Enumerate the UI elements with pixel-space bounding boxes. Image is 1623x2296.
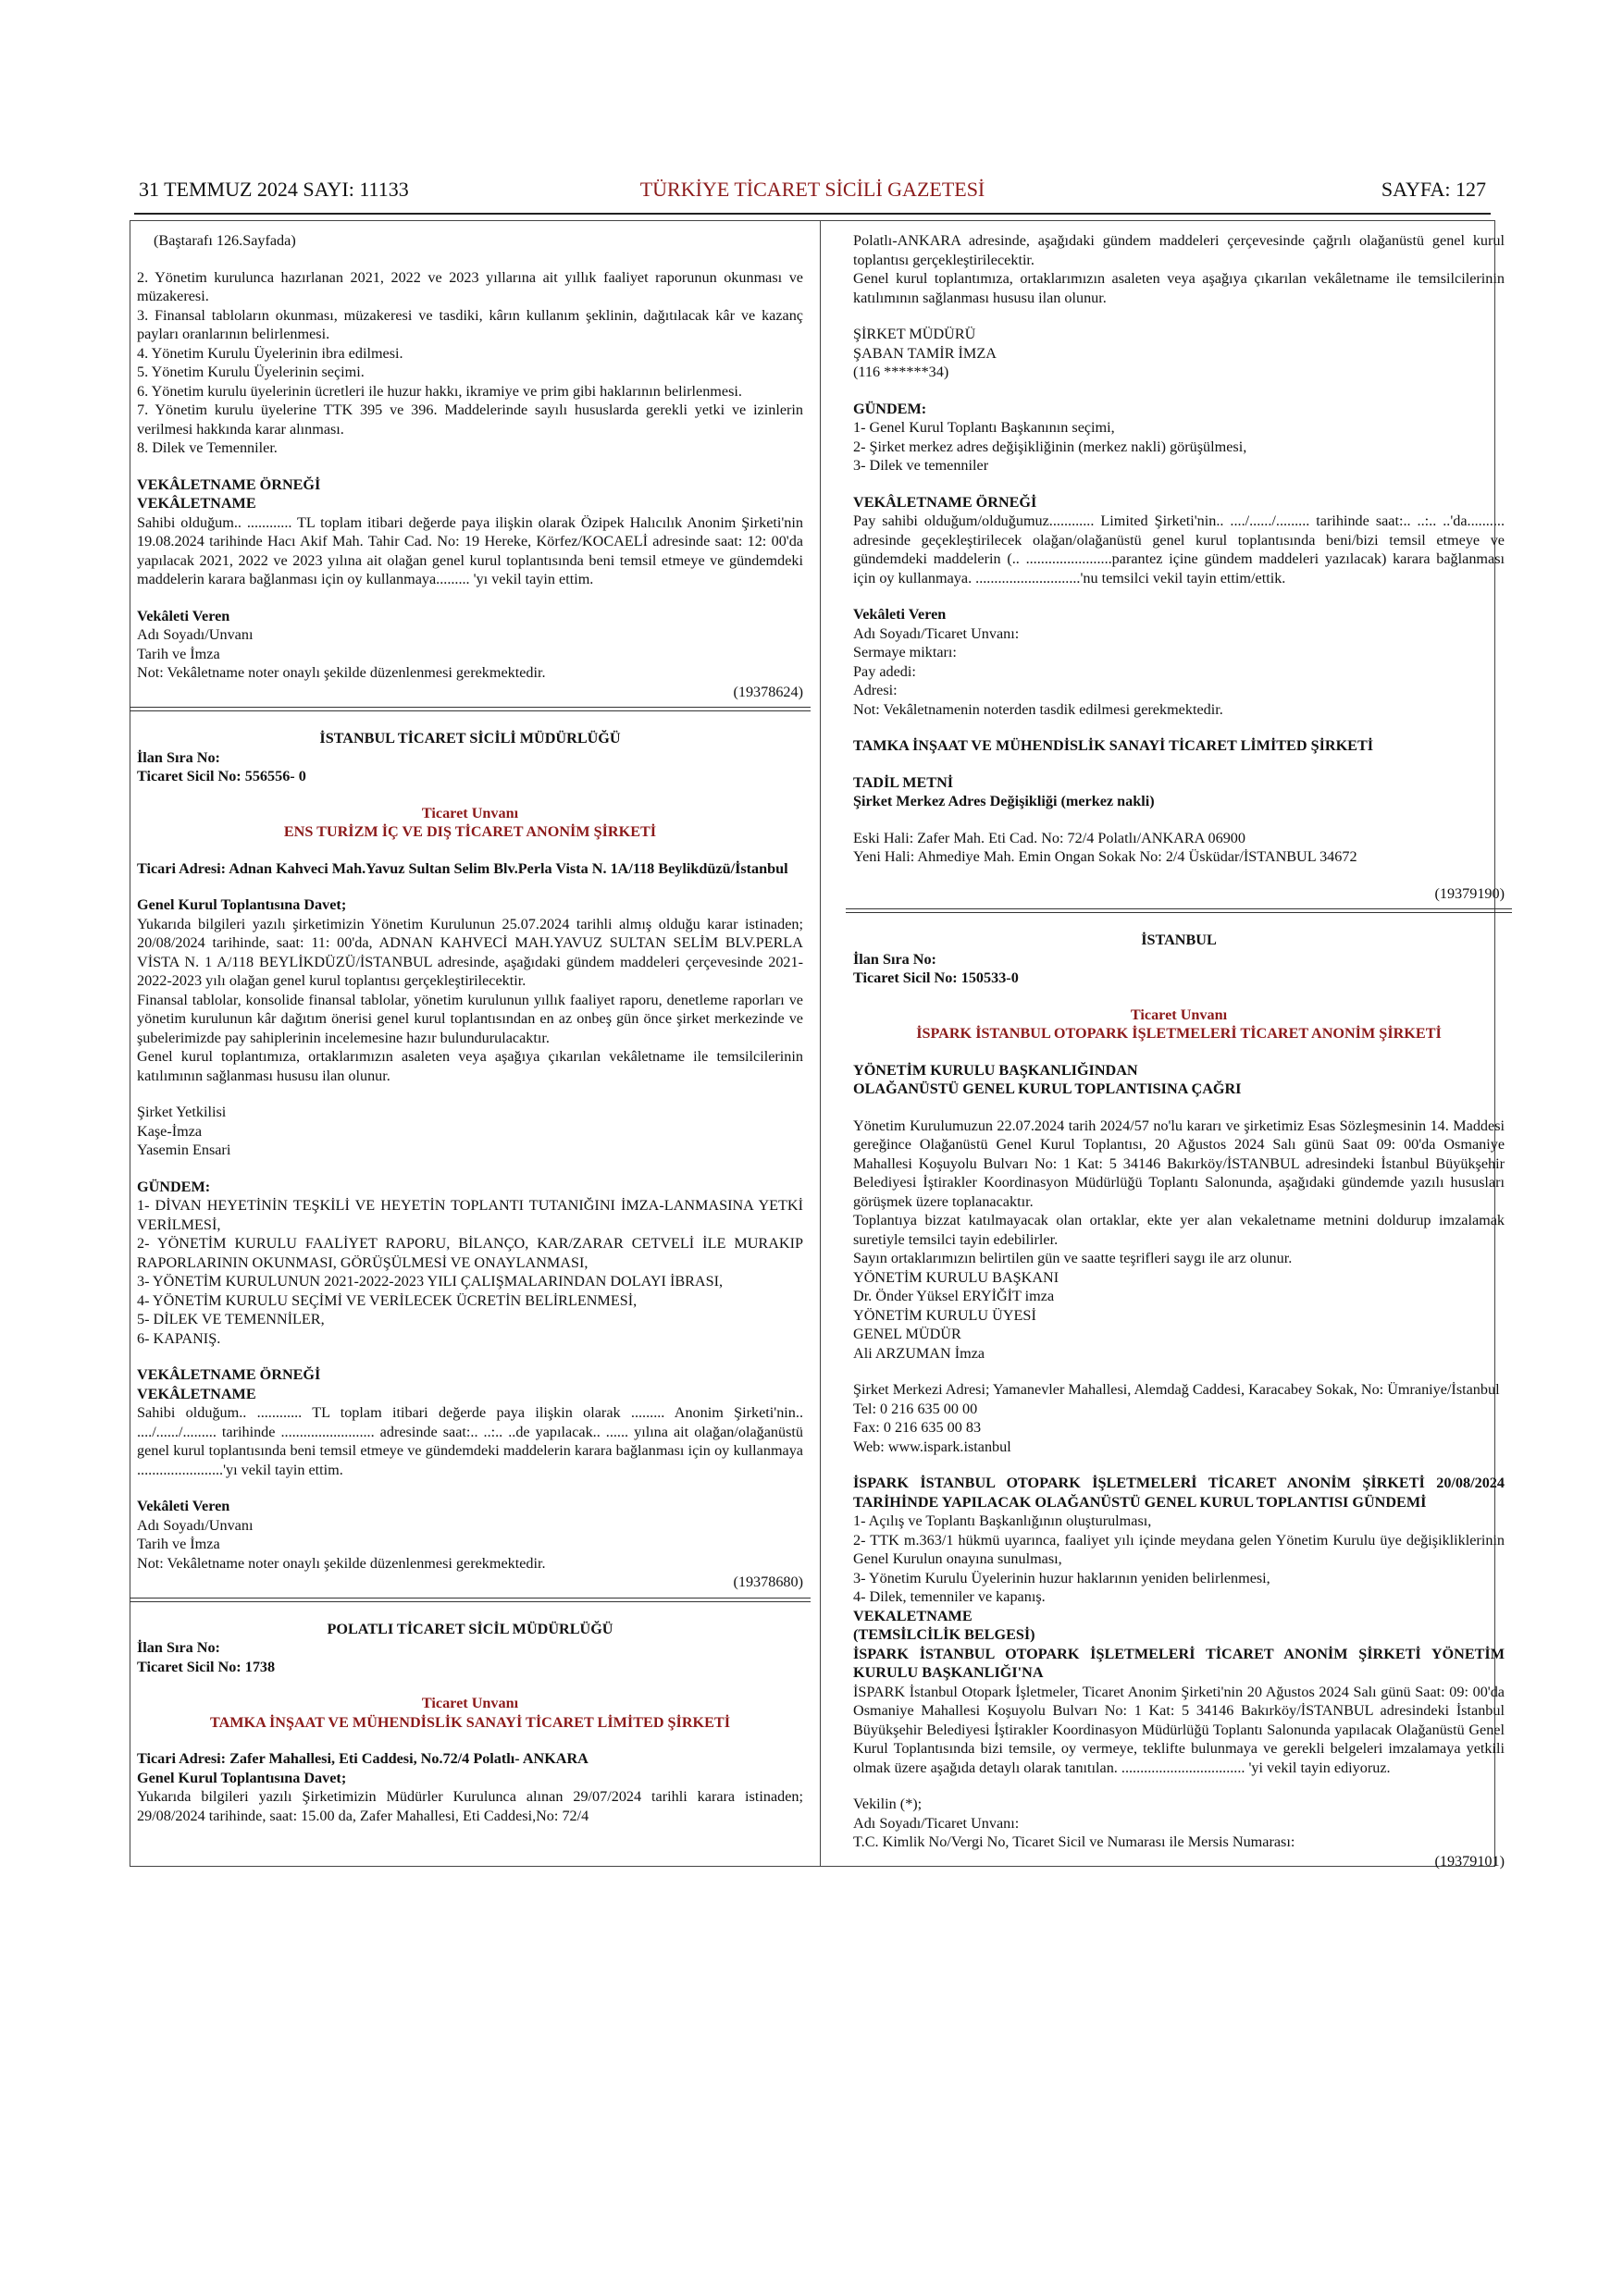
trade-registry-no: Ticaret Sicil No: 556556- 0 bbox=[137, 768, 306, 784]
agenda-item: 3- Yönetim Kurulu Üyelerinin huzur haklarının yeniden belirlenmesi, bbox=[853, 1569, 1270, 1586]
agenda-item: 6. Yönetim kurulu üyelerinin ücretleri ile huzur hakkı, ikramiye ve prim gibi haklarının belirlenmesi. bbox=[137, 382, 742, 400]
agenda-item: 7. Yönetim kurulu üyelerine TTK 395 ve 396. Maddelerinde sayılı hususlarda gerekli yetki ve izinlerin verilmesi hakkında karar alınması. bbox=[137, 401, 803, 438]
board-paragraph: Yönetim Kurulumuzun 22.07.2024 tarih 2024/57 no'lu kararı ve şirketimiz Esas Sözleşmesinin 14. Maddesi gereğince Olağanüstü Genel Kurul Toplantısı, 20 Ağustos 2024 Salı günü Saat 09: 00'da Osmaniye Mahallesi Koşuyolu Bulvarı No: 1 Kat: 5 34146 Bakırköy/İSTANBUL adresindeki İstanbul Büyükşehir Belediyesi İştirakler Koordinasyon Müdürlüğü Toplantı Salonunda, aşağıdaki gündemde yazılı hususları görüşmek üzere toplanacaktır. bbox=[853, 1117, 1505, 1210]
right-column bbox=[853, 231, 1505, 1870]
left-column bbox=[137, 231, 803, 1825]
invite-heading: Genel Kurul Toplantısına Davet; bbox=[137, 1769, 347, 1786]
proxy-subheading: (TEMSİLCİLİK BELGESİ) bbox=[853, 1626, 1035, 1643]
signer-line: YÖNETİM KURULU ÜYESİ bbox=[853, 1306, 1036, 1324]
company-name: TAMKA İNŞAAT VE MÜHENDİSLİK SANAYİ TİCARET LİMİTED ŞİRKETİ bbox=[853, 737, 1374, 754]
contact-line: Web: www.ispark.istanbul bbox=[853, 1438, 1011, 1455]
signer-line: ŞİRKET MÜDÜRÜ bbox=[853, 326, 976, 342]
proxy-heading: VEKALETNAME bbox=[853, 1607, 973, 1624]
hq-address: Şirket Merkezi Adresi; Yamanevler Mahallesi, Alemdağ Caddesi, Karacabey Sokak, No: Ümraniye/İstanbul bbox=[853, 1381, 1500, 1398]
signer-line: Kaşe-İmza bbox=[137, 1122, 203, 1140]
trade-registry-no: Ticaret Sicil No: 150533-0 bbox=[853, 969, 1019, 986]
agenda-item: 2- TTK m.363/1 hükmü uyarınca, faaliyet yılı içinde meydana gelen Yönetim Kurulu üye değişikliklerinin Genel Kurulun onayına sunulması, bbox=[853, 1531, 1505, 1567]
registry-office: POLATLI TİCARET SİCİL MÜDÜRLÜĞÜ bbox=[327, 1620, 613, 1637]
announcement-ref: (19378624) bbox=[733, 683, 803, 700]
board-heading: YÖNETİM KURULU BAŞKANLIĞINDAN bbox=[853, 1061, 1138, 1079]
board-heading: OLAĞANÜSTÜ GENEL KURUL TOPLANTISINA ÇAĞRI bbox=[853, 1080, 1242, 1097]
issue-date: 31 TEMMUZ 2024 SAYI: 11133 bbox=[139, 178, 409, 201]
proxy-addressee: İSPARK İSTANBUL OTOPARK İŞLETMELERİ TİCARET ANONİM ŞİRKETİ YÖNETİM KURULU BAŞKANLIĞI'NA bbox=[853, 1645, 1505, 1681]
agenda-heading: GÜNDEM: bbox=[137, 1178, 211, 1195]
invite-heading: Genel Kurul Toplantısına Davet; bbox=[137, 896, 347, 913]
proxy-giver-line: Adı Soyadı/Ticaret Unvanı: bbox=[853, 624, 1020, 642]
trade-name: İSPARK İSTANBUL OTOPARK İŞLETMELERİ TİCARET ANONİM ŞİRKETİ bbox=[916, 1025, 1442, 1042]
announcement-divider bbox=[130, 707, 811, 708]
signer-line: Yasemin Ensari bbox=[137, 1142, 231, 1158]
continued-note: (Baştarafı 126.Sayfada) bbox=[154, 232, 296, 249]
proxy-line: Vekilin (*); bbox=[853, 1796, 923, 1812]
contact-line: Tel: 0 216 635 00 00 bbox=[853, 1400, 978, 1417]
proxy-giver-heading: Vekâleti Veren bbox=[853, 606, 947, 623]
agenda-item: 6- KAPANIŞ. bbox=[137, 1329, 221, 1347]
agenda-item: 4- Dilek, temenniler ve kapanış. bbox=[853, 1588, 1046, 1605]
agenda-item: 1- Genel Kurul Toplantı Başkanının seçimi, bbox=[853, 419, 1115, 436]
agenda-list-1 bbox=[137, 268, 803, 458]
continued-paragraph: Polatlı-ANKARA adresinde, aşağıdaki gündem maddeleri çerçevesinde çağrılı olağanüstü genel kurul toplantısı gerçekleştirilecektir. bbox=[853, 232, 1505, 268]
page-number: SAYFA: 127 bbox=[1381, 178, 1486, 201]
registry-office: İSTANBUL TİCARET SİCİLİ MÜDÜRLÜĞÜ bbox=[319, 730, 621, 747]
proxy-text: Sahibi olduğum.. ............ TL toplam itibari değerde paya ilişkin olarak Özipek Halıcılık Anonim Şirketi'nin 19.08.2024 tarihinde Hacı Akif Mah. Tahir Cad. No: 19 Hereke, Körfez/KOCAELİ adresinde saat: 12: 00'da yapılacak 2021, 2022 ve 2023 yılına ait olağan genel kurul toplantısında beni temsil etmeye ve gündemdeki maddelerin karara bağlanması için oy kullanmaya......... 'yı vekil tayin ettim. bbox=[137, 513, 803, 587]
agenda-item: 8. Dilek ve Temenniler. bbox=[137, 439, 278, 456]
board-paragraph: Toplantıya bizzat katılmayacak olan ortaklar, ekte yer alan vekaletname metnini doldurup imzalamak suretiyle temsilci tayin edebilirler. bbox=[853, 1212, 1505, 1248]
amendment-subheading: Şirket Merkez Adres Değişikliği (merkez nakli) bbox=[853, 793, 1155, 809]
agenda-item: 2- Şirket merkez adres değişikliğinin (merkez nakli) görüşülmesi, bbox=[853, 438, 1247, 455]
invite-paragraph: Finansal tablolar, konsolide finansal tablolar, yönetim kurulunun yıllık faaliyet raporu, denetleme raporları ve yönetim kurulunun kâr dağıtım önerisi genel kurul toplantısından en az onbeş gün önce şirket merkezinde ve şubelerimizde pay sahiplerinin incelemesine hazır bulundurulacaktır. bbox=[137, 991, 803, 1046]
signer-line: YÖNETİM KURULU BAŞKANI bbox=[853, 1268, 1059, 1286]
signer-line: Şirket Yetkilisi bbox=[137, 1104, 227, 1120]
signer-line: GENEL MÜDÜR bbox=[853, 1326, 961, 1342]
invite-paragraph: Yukarıda bilgileri yazılı şirketimizin Yönetim Kurulunun 25.07.2024 tarihli almış olduğu karar istinaden; 20/08/2024 tarihinde, saat: 11: 00'da, ADNAN KAHVECİ MAH.YAVUZ SULTAN SELİM BLV.PERLA VİSTA N. 1 A/118 BEYLİKDÜZÜ/İSTANBUL adresinde, aşağıdaki gündem maddeleri çerçevesinde 2021-2022-2023 yılı olağan genel kurul toplantısı gerçekleştirilecektir. bbox=[137, 915, 803, 989]
header-rule bbox=[134, 213, 1491, 215]
announcement-divider bbox=[846, 908, 1512, 909]
proxy-giver-line: Not: Vekâletname noter onaylı şekilde düzenlenmesi gerekmektedir. bbox=[137, 1554, 546, 1572]
agenda-item: 3- Dilek ve temenniler bbox=[853, 457, 989, 474]
proxy-giver-line: Sermaye miktarı: bbox=[853, 644, 957, 660]
trade-registry-no: Ticaret Sicil No: 1738 bbox=[137, 1658, 276, 1675]
board-paragraph: Sayın ortaklarımızın belirtilen gün ve saatte teşrifleri saygı ile arz olunur. bbox=[853, 1250, 1293, 1266]
agenda-heading: İSPARK İSTANBUL OTOPARK İŞLETMELERİ TİCARET ANONİM ŞİRKETİ 20/08/2024 TARİHİNDE YAPILACAK OLAĞANÜSTÜ GENEL KURUL TOPLANTISI GÜNDEMİ bbox=[853, 1475, 1505, 1511]
proxy-subheading: VEKÂLETNAME bbox=[137, 495, 256, 512]
proxy-giver-heading: Vekâleti Veren bbox=[137, 607, 230, 624]
proxy-heading: VEKÂLETNAME ÖRNEĞİ bbox=[137, 475, 321, 493]
new-address: Yeni Hali: Ahmediye Mah. Emin Ongan Sokak No: 2/4 Üsküdar/İSTANBUL 34672 bbox=[853, 848, 1357, 865]
agenda-item: 4- YÖNETİM KURULU SEÇİMİ VE VERİLECEK ÜCRETİN BELİRLENMESİ, bbox=[137, 1291, 638, 1309]
signer-line: Ali ARZUMAN İmza bbox=[853, 1344, 985, 1362]
trade-name: ENS TURİZM İÇ VE DIŞ TİCARET ANONİM ŞİRKETİ bbox=[283, 823, 657, 840]
signer-line: Dr. Önder Yüksel ERYİĞİT imza bbox=[853, 1288, 1055, 1304]
agenda-heading: GÜNDEM: bbox=[853, 400, 927, 417]
announcement-ref: (19379190) bbox=[1434, 884, 1505, 902]
proxy-text: Sahibi olduğum.. ............ TL toplam itibari değerde paya ilişkin olarak ......... Anonim Şirketi'nin.. ..../....../......... tarihinde ......................... adresinde saat:.. ..:.. ..de yapılacak.. ...... yılına ait olağan/olağanüstü genel kurul toplantısında beni temsil etmeye ve gündemdeki maddelerin karara bağlanması için oy kullanmaya .......................'yı vekil tayin ettim. bbox=[137, 1404, 803, 1478]
proxy-giver-line: Tarih ve İmza bbox=[137, 1536, 220, 1552]
old-address: Eski Hali: Zafer Mah. Eti Cad. No: 72/4 Polatlı/ANKARA 06900 bbox=[853, 829, 1245, 846]
registry-office: İSTANBUL bbox=[1141, 932, 1217, 948]
gazette-title: TÜRKİYE TİCARET SİCİLİ GAZETESİ bbox=[639, 178, 985, 201]
announcement-ref: (19379101) bbox=[1434, 1852, 1505, 1870]
proxy-giver-line: Not: Vekâletname noter onaylı şekilde düzenlenmesi gerekmektedir. bbox=[137, 664, 546, 681]
proxy-giver-line: Tarih ve İmza bbox=[137, 645, 220, 662]
continued-paragraph: Genel kurul toplantımıza, ortaklarımızın asaleten veya aşağıya çıkarılan vekâletname ile temsilcilerinin katılımının sağlanması hususu ilan olunur. bbox=[853, 270, 1505, 306]
invite-paragraph: Genel kurul toplantımıza, ortaklarımızın asaleten veya aşağıya çıkarılan vekâletname ile temsilcilerinin katılımının sağlanması hususu ilan olunur. bbox=[137, 1048, 803, 1084]
proxy-heading: VEKÂLETNAME ÖRNEĞİ bbox=[137, 1366, 321, 1383]
business-address: Ticari Adresi: Adnan Kahveci Mah.Yavuz Sultan Selim Blv.Perla Vista N. 1A/118 Beylikdüzü/İstanbul bbox=[137, 859, 788, 877]
agenda-item: 2- YÖNETİM KURULU FAALİYET RAPORU, BİLANÇO, KAR/ZARAR CETVELİ İLE MURAKIP RAPORLARININ OKUNMASI, GÖRÜŞÜLMESİ VE ONAYLANMASI, bbox=[137, 1235, 803, 1271]
business-address: Ticari Adresi: Zafer Mahallesi, Eti Caddesi, No.72/4 Polatlı- ANKARA bbox=[137, 1750, 588, 1767]
proxy-heading: VEKÂLETNAME ÖRNEĞİ bbox=[853, 493, 1037, 511]
contact-line: Fax: 0 216 635 00 83 bbox=[853, 1419, 982, 1436]
proxy-giver-line: Not: Vekâletnamenin noterden tasdik edilmesi gerekmektedir. bbox=[853, 700, 1223, 718]
agenda-item: 1- Açılış ve Toplantı Başkanlığının oluşturulması, bbox=[853, 1512, 1152, 1529]
proxy-giver-line: Adresi: bbox=[853, 682, 898, 698]
agenda-item: 2. Yönetim kurulunca hazırlanan 2021, 2022 ve 2023 yıllarına ait yıllık faaliyet raporunun okunması ve müzakeresi. bbox=[137, 268, 803, 304]
trade-name: TAMKA İNŞAAT VE MÜHENDİSLİK SANAYİ TİCARET LİMİTED ŞİRKETİ bbox=[209, 1713, 731, 1731]
ilan-no: İlan Sıra No: bbox=[137, 748, 220, 766]
agenda-item: 3- YÖNETİM KURULUNUN 2021-2022-2023 YILI ÇALIŞMALARINDAN DOLAYI İBRASI, bbox=[137, 1273, 724, 1290]
ilan-no: İlan Sıra No: bbox=[853, 950, 936, 968]
agenda-item: 5- DİLEK VE TEMENNİLER, bbox=[137, 1311, 325, 1327]
agenda-item: 5. Yönetim Kurulu Üyelerinin seçimi. bbox=[137, 364, 365, 380]
trade-name-label: Ticaret Unvanı bbox=[1130, 1006, 1228, 1023]
proxy-text: İSPARK İstanbul Otopark İşletmeler, Ticaret Anonim Şirketi'nin 20 Ağustos 2024 Salı günü Saat: 09: 00'da Osmaniye Mahallesi Koşuyolu Bulvarı No: 1 Kat: 5 34146 Bakırköy/İSTANBUL adresindeki İstanbul Büyükşehir Belediyesi İştirakler Koordinasyon Müdürlüğü Toplantı Salonunda yapılacak Olağanüstü Genel Kurul Toplantısında bizi temsile, oy vermeye, teklifte bulunmaya ve gerekli belgeleri imzalamaya yetkili olmak üzere aşağıda detaylı olarak tanıtılan. ................................. 'yi vekil tayin ediyoruz. bbox=[853, 1683, 1505, 1776]
ilan-no: İlan Sıra No: bbox=[137, 1639, 220, 1656]
trade-name-label: Ticaret Unvanı bbox=[421, 804, 519, 821]
announcement-divider bbox=[130, 1598, 811, 1599]
signer-line: (116 ******34) bbox=[853, 364, 949, 380]
proxy-text: Pay sahibi olduğum/olduğumuz............ Limited Şirketi'nin.. ..../....../......... tarihinde saat:.. ..:.. ..'da.......... adresinde geçekleştirilecek olağan/olağanüstü genel kurul toplantısında beni/bizi temsil etmeye ve gündemdeki maddelerin (.. .......................parantez içine gündem maddeleri yazılacak) karara bağlanması için oy kullanmaya. ............................'nu temsilci vekil tayin ettim/ettik. bbox=[853, 512, 1505, 586]
announcement-ref: (19378680) bbox=[733, 1574, 803, 1590]
proxy-giver-line: Pay adedi: bbox=[853, 662, 916, 680]
trade-name-label: Ticaret Unvanı bbox=[421, 1695, 519, 1711]
agenda-item: 4. Yönetim Kurulu Üyelerinin ibra edilmesi. bbox=[137, 344, 403, 362]
agenda-item: 3. Finansal tabloların okunması, müzakeresi ve tasdiki, kârın kullanım şeklinin, dağıtılacak kâr ve kazanç payları oranlarının belirlenmesi. bbox=[137, 306, 803, 342]
proxy-giver-line: Adı Soyadı/Unvanı bbox=[137, 1516, 254, 1534]
column-divider bbox=[820, 220, 821, 1867]
proxy-line: Adı Soyadı/Ticaret Unvanı: bbox=[853, 1814, 1020, 1832]
proxy-line: T.C. Kimlik No/Vergi No, Ticaret Sicil ve Numarası ile Mersis Numarası: bbox=[853, 1833, 1295, 1850]
proxy-subheading: VEKÂLETNAME bbox=[137, 1385, 256, 1402]
page-header bbox=[139, 178, 1486, 209]
agenda-item: 1- DİVAN HEYETİNİN TEŞKİLİ VE HEYETİN TOPLANTI TUTANIĞINI İMZA-LANMASINA YETKİ VERİLMESİ, bbox=[137, 1197, 803, 1233]
proxy-giver-line: Adı Soyadı/Unvanı bbox=[137, 626, 254, 643]
amendment-heading: TADİL METNİ bbox=[853, 773, 954, 791]
signer-line: ŞABAN TAMİR İMZA bbox=[853, 344, 997, 362]
proxy-giver-heading: Vekâleti Veren bbox=[137, 1498, 230, 1514]
invite-paragraph: Yukarıda bilgileri yazılı Şirketimizin Müdürler Kurulunca alınan 29/07/2024 tarihli karara istinaden; 29/08/2024 tarihinde, saat: 15.00 da, Zafer Mahallesi, Eti Caddesi,No: 72/4 bbox=[137, 1788, 803, 1824]
